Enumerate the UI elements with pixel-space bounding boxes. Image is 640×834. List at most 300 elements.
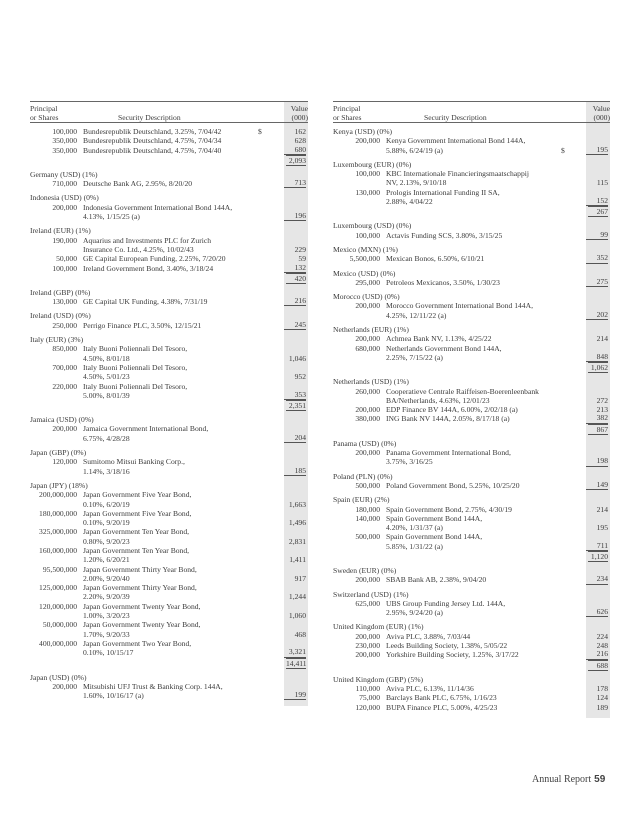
market-value: 1,060 [288, 611, 306, 621]
holding-row [30, 344, 308, 363]
security-description [386, 334, 578, 343]
holding-row [30, 127, 308, 136]
security-description [386, 414, 578, 423]
market-value: 468 [294, 629, 306, 639]
market-value: 248 [596, 641, 608, 651]
country-group [30, 448, 308, 476]
principal-header: Principal [333, 104, 361, 113]
country-group [333, 292, 610, 320]
subtotal-row [30, 155, 308, 165]
description-line: 5.85%, 1/31/22 (a) [386, 541, 443, 551]
description-line: 4.20%, 1/31/37 (a) [386, 523, 443, 533]
security-description [386, 387, 578, 406]
security-description [83, 565, 276, 584]
principal-amount: 710,000 [52, 179, 77, 189]
subtotal-value: 1,062 [588, 362, 608, 373]
principal-amount: 125,000,000 [39, 583, 77, 593]
group-title: Italy (EUR) (3%) [30, 335, 84, 345]
description-line: Aviva PLC, 3.88%, 7/03/44 [386, 631, 471, 641]
market-value: 1,663 [288, 499, 306, 509]
principal-amount: 140,000 [355, 513, 380, 523]
market-value: 224 [596, 631, 608, 641]
description-line: Netherlands Government Bond 144A, [386, 343, 502, 353]
group-title: Ireland (EUR) (1%) [30, 226, 91, 236]
description-line: Mitsubishi UFJ Trust & Banking Corp. 144A, [83, 681, 223, 691]
security-description [386, 254, 578, 263]
subtotal-value: 867 [588, 424, 608, 435]
country-group [333, 566, 610, 585]
description-line: Japan Government Five Year Bond, [83, 508, 192, 518]
holding-row [333, 278, 610, 287]
security-description [83, 236, 276, 255]
market-value: 189 [596, 702, 608, 712]
principal-amount: 120,000 [52, 457, 77, 467]
holding-row [333, 414, 610, 423]
market-value: 99 [586, 230, 608, 240]
group-title: Japan (JPY) (18%) [30, 480, 88, 490]
holding-row [30, 546, 308, 565]
holding-row [30, 620, 308, 639]
subtotal-row [333, 362, 610, 372]
principal-amount: 200,000,000 [39, 490, 77, 500]
group-title: Morocco (USD) (0%) [333, 292, 400, 302]
principal-amount: 680,000 [355, 343, 380, 353]
principal-amount: 200,000 [52, 681, 77, 691]
holding-row [30, 639, 308, 658]
principal-amount: 350,000 [52, 136, 77, 146]
market-value: 195 [586, 145, 608, 155]
group-title: Indonesia (USD) (0%) [30, 193, 99, 203]
subtotal-row [333, 424, 610, 434]
security-description [83, 546, 276, 565]
security-description [386, 514, 578, 533]
holding-row [30, 264, 308, 273]
group-title: Mexico (MXN) (1%) [333, 244, 398, 254]
holding-row [30, 583, 308, 602]
holding-row [333, 405, 610, 414]
description-line: Japan Government Thirty Year Bond, [83, 564, 197, 574]
description-line: 2.88%, 4/04/22 [386, 197, 433, 207]
description-line: Cooperatieve Centrale Raiffeisen-Boerenleenbank [386, 386, 539, 396]
country-group [333, 622, 610, 669]
market-value: 195 [596, 523, 608, 533]
description-line: 1.14%, 3/18/16 [83, 466, 130, 476]
security-description [386, 481, 578, 490]
shares-header: or Shares [30, 113, 59, 122]
security-description [386, 505, 578, 514]
group-title: United Kingdom (GBP) (5%) [333, 674, 424, 684]
security-description [83, 146, 276, 155]
description-line: Japan Government Twenty Year Bond, [83, 601, 201, 611]
description-line: Italy Buoni Poliennali Del Tesoro, [83, 344, 188, 354]
description-header: Security Description [118, 113, 181, 122]
market-value: 1,496 [288, 518, 306, 528]
holding-row [30, 297, 308, 306]
principal-amount: 95,500,000 [42, 564, 77, 574]
security-description [386, 532, 578, 551]
group-title: United Kingdom (EUR) (1%) [333, 622, 424, 632]
description-line: Yorkshire Building Society, 1.25%, 3/17/22 [386, 650, 519, 660]
description-line: 5.00%, 8/01/39 [83, 390, 130, 400]
holding-row [333, 650, 610, 659]
description-line: 1.00%, 3/20/23 [83, 611, 130, 621]
group-title: Japan (USD) (0%) [30, 672, 87, 682]
description-line: Spain Government Bond 144A, [386, 532, 483, 542]
description-line: BA/Netherlands, 4.63%, 12/01/23 [386, 395, 490, 405]
security-description [83, 321, 276, 330]
description-line: 4.13%, 1/15/25 (a) [83, 212, 140, 222]
market-value: 216 [284, 296, 306, 306]
security-description [83, 382, 276, 401]
security-description [83, 344, 276, 363]
subtotal-value: 1,120 [588, 551, 608, 562]
holding-row [30, 136, 308, 145]
principal-amount: 200,000 [355, 136, 380, 146]
principal-amount: 100,000 [355, 169, 380, 179]
security-description [83, 179, 276, 188]
principal-amount: 130,000 [52, 297, 77, 307]
security-description [83, 527, 276, 546]
principal-amount: 500,000 [355, 480, 380, 490]
description-line: 2.20%, 9/20/39 [83, 592, 130, 602]
description-line: UBS Group Funding Jersey Ltd. 144A, [386, 598, 506, 608]
group-title: Kenya (USD) (0%) [333, 127, 393, 136]
security-description [83, 490, 276, 509]
country-group [333, 495, 610, 561]
market-value: 626 [586, 607, 608, 617]
country-group [333, 590, 610, 618]
market-value: 1,411 [289, 555, 306, 565]
market-value: 196 [284, 211, 306, 221]
description-line: 2.25%, 7/15/22 (a) [386, 352, 443, 362]
market-value: 199 [284, 690, 306, 700]
country-group [30, 193, 308, 221]
description-line: Bundesrepublik Deutschland, 4.75%, 7/04/40 [83, 145, 222, 155]
description-line: Bundesrepublik Deutschland, 3.25%, 7/04/42 [83, 127, 222, 136]
value-unit-header: (000) [593, 113, 610, 122]
holding-row [333, 505, 610, 514]
security-description [83, 297, 276, 306]
subtotal-row [30, 658, 308, 668]
description-line: Achmea Bank NV, 1.13%, 4/25/22 [386, 334, 492, 344]
market-value: 245 [284, 320, 306, 330]
country-group [333, 127, 610, 155]
security-description [83, 620, 276, 639]
description-line: Ireland Government Bond, 3.40%, 3/18/24 [83, 263, 214, 273]
principal-amount: 200,000 [355, 650, 380, 660]
market-value: 234 [586, 574, 608, 584]
holding-row [30, 254, 308, 263]
description-line: Spain Government Bond, 2.75%, 4/30/19 [386, 504, 512, 514]
security-description [386, 405, 578, 414]
subtotal-row [30, 273, 308, 283]
group-title: Jamaica (USD) (0%) [30, 415, 94, 425]
group-title: Switzerland (USD) (1%) [333, 589, 409, 599]
security-description [386, 703, 578, 712]
security-description [386, 278, 578, 287]
subtotal-value: 688 [588, 660, 608, 671]
subtotal-value: 420 [286, 273, 306, 284]
holding-row [333, 301, 610, 320]
left-column [30, 101, 308, 700]
description-line: Sumitomo Mitsui Banking Corp., [83, 457, 185, 467]
description-line: Jamaica Government International Bond, [83, 424, 209, 434]
subtotal-row [333, 660, 610, 670]
description-line: Japan Government Ten Year Bond, [83, 527, 190, 537]
holding-row [333, 693, 610, 702]
holding-row [333, 136, 610, 155]
holding-row [333, 575, 610, 584]
description-line: 2.00%, 9/20/40 [83, 573, 130, 583]
description-line: 1.70%, 9/20/33 [83, 629, 130, 639]
security-description [83, 264, 276, 273]
holding-row [30, 236, 308, 255]
principal-amount: 120,000,000 [39, 601, 77, 611]
dollar-sign: $ [561, 145, 565, 155]
security-description [386, 632, 578, 641]
holding-row [30, 424, 308, 443]
market-value: 680 [284, 145, 306, 155]
description-line: Morocco Government International Bond 144A, [386, 301, 533, 311]
group-title: Sweden (EUR) (0%) [333, 565, 397, 575]
market-value: 59 [298, 254, 306, 264]
market-value: 952 [294, 372, 306, 382]
page-footer [532, 774, 605, 785]
description-line: 2.95%, 9/24/20 (a) [386, 608, 443, 618]
security-description [83, 682, 276, 701]
security-description [386, 188, 578, 207]
description-line: Insurance Co. Ltd., 4.25%, 10/02/43 [83, 244, 194, 254]
description-line: Italy Buoni Poliennali Del Tesoro, [83, 362, 188, 372]
market-value: 848 [586, 352, 608, 362]
principal-amount: 200,000 [355, 448, 380, 458]
market-value: 214 [596, 504, 608, 514]
description-line: Poland Government Bond, 5.25%, 10/25/20 [386, 480, 520, 490]
principal-amount: 200,000 [52, 424, 77, 434]
group-title: Netherlands (EUR) (1%) [333, 325, 409, 335]
subtotal-value: 14,411 [286, 658, 307, 668]
principal-amount: 850,000 [52, 344, 77, 354]
country-group [30, 226, 308, 282]
market-value: 352 [586, 253, 608, 263]
security-description [386, 575, 578, 584]
security-description [386, 448, 578, 467]
description-line: 0.80%, 9/20/23 [83, 536, 130, 546]
description-line: Deutsche Bank AG, 2.95%, 8/20/20 [83, 179, 193, 189]
description-line: KBC Internationale Financieringsmaatschappij [386, 169, 529, 179]
security-description [386, 136, 578, 155]
description-line: Barclays Bank PLC, 6.75%, 1/16/23 [386, 693, 497, 703]
group-title: Ireland (GBP) (0%) [30, 287, 91, 297]
description-line: 0.10%, 10/15/17 [83, 648, 134, 658]
market-value: 149 [586, 480, 608, 490]
description-line: 1.60%, 10/16/17 (a) [83, 691, 144, 701]
holding-row [30, 457, 308, 476]
principal-amount: 200,000 [355, 405, 380, 415]
group-title: Spain (EUR) (2%) [333, 495, 390, 505]
description-line: Indonesia Government International Bond 144A, [83, 202, 233, 212]
footer-label: Annual Report [532, 774, 592, 785]
description-line: Japan Government Twenty Year Bond, [83, 620, 201, 630]
right-column [333, 101, 610, 712]
country-group [30, 288, 308, 307]
principal-amount: 230,000 [355, 641, 380, 651]
country-group [30, 127, 308, 165]
country-group [333, 221, 610, 240]
shares-header: or Shares [333, 113, 362, 122]
principal-amount: 180,000 [355, 504, 380, 514]
description-line: Prologis International Funding II SA, [386, 187, 500, 197]
value-header: Value [290, 104, 308, 113]
principal-amount: 200,000 [52, 202, 77, 212]
security-description [83, 509, 276, 528]
security-description [386, 599, 578, 618]
country-group [30, 415, 308, 443]
security-description [83, 424, 276, 443]
market-value: 711 [586, 541, 608, 551]
market-value: 178 [596, 683, 608, 693]
description-line: Perrigo Finance PLC, 3.50%, 12/15/21 [83, 320, 202, 330]
subtotal-row [333, 551, 610, 561]
market-value: 198 [586, 456, 608, 466]
security-description [386, 684, 578, 693]
group-title: Japan (GBP) (0%) [30, 448, 87, 458]
principal-amount: 700,000 [52, 362, 77, 372]
description-line: Japan Government Thirty Year Bond, [83, 583, 197, 593]
description-line: EDP Finance BV 144A, 6.00%, 2/02/18 (a) [386, 405, 518, 415]
principal-amount: 100,000 [355, 230, 380, 240]
holding-row [333, 231, 610, 240]
principal-amount: 200,000 [355, 631, 380, 641]
market-value: 185 [284, 466, 306, 476]
holding-row [333, 481, 610, 490]
market-value: 162 [294, 127, 306, 136]
dollar-sign: $ [258, 127, 262, 136]
table-header [30, 101, 308, 123]
security-description [83, 363, 276, 382]
description-line: Leeds Building Society, 1.38%, 5/05/22 [386, 641, 508, 651]
holding-row [333, 632, 610, 641]
market-value: 713 [284, 178, 306, 188]
principal-amount: 625,000 [355, 598, 380, 608]
description-line: 3.75%, 3/16/25 [386, 457, 433, 467]
market-value: 1,244 [288, 592, 306, 602]
market-value: 1,046 [288, 353, 306, 363]
market-value: 3,321 [284, 647, 306, 657]
holdings-list-left [30, 127, 308, 700]
description-header: Security Description [424, 113, 487, 122]
market-value: 216 [586, 649, 608, 659]
principal-amount: 50,000 [56, 254, 77, 264]
security-description [386, 169, 578, 188]
principal-amount: 380,000 [355, 414, 380, 424]
market-value: 204 [284, 433, 306, 443]
description-line: Aviva PLC, 6.13%, 11/14/36 [386, 683, 474, 693]
group-title: Luxembourg (USD) (0%) [333, 221, 412, 231]
holding-row [333, 703, 610, 712]
principal-amount: 250,000 [52, 320, 77, 330]
holding-row [333, 532, 610, 551]
holding-row [30, 527, 308, 546]
market-value: 214 [596, 334, 608, 344]
security-description [83, 254, 276, 263]
description-line: Japan Government Two Year Bond, [83, 638, 192, 648]
description-line: 0.10%, 6/20/19 [83, 499, 130, 509]
holding-row [30, 179, 308, 188]
holding-row [333, 334, 610, 343]
market-value: 115 [596, 178, 608, 188]
principal-amount: 295,000 [355, 277, 380, 287]
holding-row [30, 146, 308, 155]
description-line: BUPA Finance PLC, 5.00%, 4/25/23 [386, 702, 498, 712]
country-group [30, 673, 308, 701]
principal-amount: 200,000 [355, 334, 380, 344]
description-line: Bundesrepublik Deutschland, 4.75%, 7/04/34 [83, 136, 222, 146]
market-value: 213 [596, 405, 608, 415]
principal-amount: 200,000 [355, 575, 380, 585]
holding-row [30, 565, 308, 584]
principal-amount: 100,000 [52, 263, 77, 273]
security-description [83, 457, 276, 476]
holding-row [333, 344, 610, 363]
description-line: 4.25%, 12/11/22 (a) [386, 310, 447, 320]
security-description [386, 301, 578, 320]
description-line: Japan Government Five Year Bond, [83, 490, 192, 500]
description-line: Spain Government Bond 144A, [386, 513, 483, 523]
market-value: 382 [586, 413, 608, 423]
market-value: 2,831 [288, 536, 306, 546]
principal-amount: 130,000 [355, 187, 380, 197]
holding-row [333, 641, 610, 650]
principal-amount: 5,500,000 [349, 254, 380, 264]
description-line: 1.20%, 6/20/21 [83, 555, 130, 565]
country-group [30, 481, 308, 668]
subtotal-value: 2,351 [286, 400, 306, 411]
description-line: SBAB Bank AB, 2.38%, 9/04/20 [386, 575, 487, 585]
market-value: 917 [294, 573, 306, 583]
subtotal-value: 2,093 [286, 155, 306, 166]
country-group [333, 160, 610, 216]
group-title: Poland (PLN) (0%) [333, 471, 393, 481]
holding-row [333, 387, 610, 406]
principal-amount: 500,000 [355, 532, 380, 542]
holding-row [30, 321, 308, 330]
description-line: Kenya Government International Bond 144A, [386, 136, 526, 146]
security-description [83, 203, 276, 222]
country-group [333, 325, 610, 372]
description-line: Mexican Bonos, 6.50%, 6/10/21 [386, 254, 485, 264]
description-line: Aquarius and Investments PLC for Zurich [83, 235, 212, 245]
market-value: 124 [596, 693, 608, 703]
principal-amount: 325,000,000 [39, 527, 77, 537]
group-title: Panama (USD) (0%) [333, 438, 397, 448]
principal-amount: 190,000 [52, 235, 77, 245]
principal-amount: 220,000 [52, 381, 77, 391]
holding-row [30, 382, 308, 401]
description-line: Petroleos Mexicanos, 3.50%, 1/30/23 [386, 277, 500, 287]
country-group [333, 269, 610, 288]
group-title: Germany (USD) (1%) [30, 169, 98, 179]
security-description [386, 231, 578, 240]
security-description [83, 136, 276, 145]
country-group [333, 439, 610, 467]
security-description [386, 693, 578, 702]
holding-row [30, 509, 308, 528]
principal-amount: 160,000,000 [39, 545, 77, 555]
country-group [30, 335, 308, 410]
security-description [83, 127, 276, 136]
subtotal-row [30, 400, 308, 410]
